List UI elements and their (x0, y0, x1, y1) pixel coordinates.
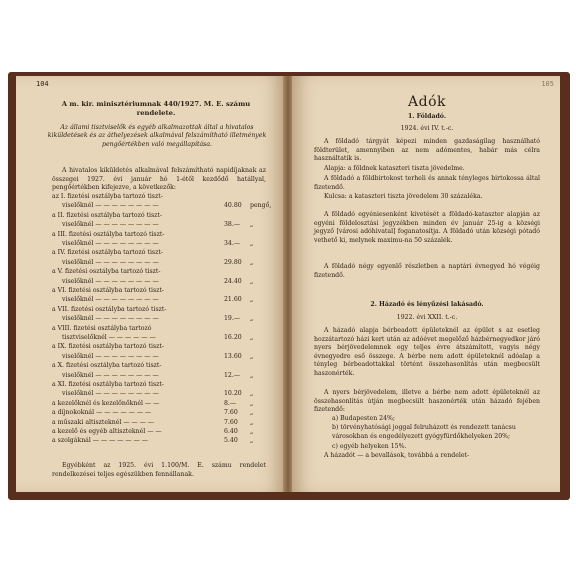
rate-unit: „ (250, 221, 254, 229)
list-item: b) törvényhatósági joggal felruházott és rendezett tanácsu városokban és engedélyezett gyógyfürdőkhelyeken 20%; (332, 424, 516, 440)
rate-value: 7.60 (224, 418, 238, 426)
rate-label: a X. fizetési osztályba tartozó tiszt- (52, 362, 162, 370)
rate-unit: „ (250, 352, 254, 360)
rate-unit: „ (250, 296, 254, 304)
rate-label: viselőknél — — — — — — — — (62, 240, 159, 247)
rate-label: viselőknél — — — — — — — — (62, 221, 159, 229)
rate-label: viselőknél — — — — — — — — (62, 277, 159, 285)
rate-label: a VIII. fizetési osztályba tartozó (52, 324, 152, 332)
rate-value: 38.— (224, 221, 241, 229)
rate-unit: „ (250, 428, 254, 435)
section1-title: 1. Földadó. (408, 113, 446, 120)
paragraph: A földadó a földbirtokost terheli és annak tényleges birtokossa által fizetendő. (314, 175, 540, 191)
rate-value: 13.60 (224, 352, 242, 360)
section-title: Adók (408, 94, 446, 110)
paragraph: A földadó tárgyát képezi minden gazdaságilag használható földterület, amennyiben az nem adómentes, habár más célra használtatik is. (314, 138, 540, 162)
rate-unit: pengő, (250, 202, 272, 210)
rate-value: 21.60 (224, 296, 242, 304)
paragraph: A földadó egyéniesenként kivetését a földadó-kataszter alapján az egyéni földelosztási jegyzékben minden év január 25-ig a községi jegyző [városi adóhivatal] foganatosítja. A földadó után községi pótadó vethető ki, melynek maximu-na 50 százalék. (314, 211, 540, 244)
rate-label: a III. fizetési osztályba tartozó tiszt- (52, 230, 165, 238)
rate-label: a VI. fizetési osztályba tartozó tiszt- (52, 287, 165, 294)
left-page-number: 104 (36, 80, 49, 88)
rate-value: 6.40 (224, 428, 238, 435)
rate-label: a II. fizetési osztályba tartozó tiszt- (52, 211, 162, 219)
rate-label: az I. fizetési osztályba tartozó tiszt- (52, 193, 163, 200)
rate-label: a VII. fizetési osztályba tartozó tiszt- (52, 305, 167, 313)
rate-label: viselőknél — — — — — — — — (62, 202, 159, 210)
rate-unit: „ (250, 399, 254, 407)
section1-law: 1924. évi IV. t.-c. (400, 125, 454, 132)
rate-value: 12.— (224, 371, 241, 379)
rate-unit: „ (250, 409, 254, 417)
rate-value: 8.— (224, 399, 237, 407)
rate-label: viselőknél — — — — — — — — (62, 296, 159, 304)
rate-unit: „ (250, 390, 254, 398)
rate-label: viselőknél — — — — — — — — (62, 371, 159, 379)
paragraph: A házadó alapja bérbeadott épületeknél az épület s az esetleg hozzátartozó házi kert után az adóévet megelőző házbérnegyedkor járó nyers bérjövedelemnek egy teljes évre átszámított, vagyis négy évnegyedre eső összege. A bérbe nem adott épületeknél adóalap a tényleg bérbeadottakkal történt összehasonlítás után megbecsült haszonérték. (314, 327, 540, 377)
rate-label: a V. fizetési osztályba tartozó tiszt- (52, 268, 161, 276)
rate-label: a szolgáknál — — — — — — — (52, 437, 148, 445)
decree-intro: A hivatalos kiküldetés alkalmával felszámítható napidíjaknak az összegei 1927. évi január hó 1-étől kezdődő hatállyal, pengőértékben kifejezve, a következők: (52, 167, 266, 191)
rate-value: 16.20 (224, 334, 242, 341)
rate-value: 19.— (224, 315, 241, 323)
rate-value: 5.40 (224, 437, 238, 445)
paragraph: Kulcsa: a kataszteri tiszta jövedelem 30 százaléka. (324, 193, 483, 200)
rate-value: 34.— (224, 240, 241, 247)
list-item: a) Budapesten 24%; (332, 415, 395, 422)
decree-closing: Egyébként az 1925. évi 1.100/M. E. számu rendelet rendelkezései teljes egészükben fennállanak. (52, 462, 266, 478)
paragraph: Alapja: a földnek kataszteri tiszta jövedelme. (324, 165, 465, 172)
rate-label: a IX. fizetési osztályba tartozó tiszt- (52, 343, 164, 351)
left-page (16, 76, 285, 492)
right-page-number: 105 (541, 80, 554, 88)
rate-label: viselőknél — — — — — — — — (62, 352, 159, 360)
rate-value: 7.60 (224, 409, 238, 417)
rate-label: viselőknél — — — — — — — — (62, 258, 159, 266)
paragraph: A nyers bérjövedelem, illetve a bérbe nem adott épületeknél az összehasonlítás útján megbecsült haszonérték után házadó fejében fizetendő: (314, 389, 540, 413)
right-page (292, 76, 560, 492)
rate-label: viselőknél — — — — — — — — (62, 390, 159, 398)
paragraph: A házadót — a bevallások, továbbá a rendelet- (324, 452, 470, 459)
rate-unit: „ (250, 315, 254, 323)
list-item: c) egyéb helyeken 15%. (332, 443, 407, 450)
rate-label: a díjnokoknál — — — — — — — (52, 409, 152, 417)
rate-unit: „ (250, 277, 254, 285)
rate-unit: „ (250, 371, 254, 379)
paragraph: A földadó négy egyenlő részletben a naptári évnegyed hó végéig fizetendő. (314, 263, 540, 279)
rate-unit: „ (250, 240, 254, 247)
rate-value: 24.40 (224, 277, 242, 285)
section2-law: 1922. évi XXII. t.-c. (396, 314, 458, 321)
rate-label: tisztviselőknél — — — — — — (62, 334, 156, 341)
rate-label: a XI. fizetési osztályba tartozó tiszt- (52, 381, 164, 388)
rate-value: 10.20 (224, 390, 242, 398)
rate-unit: „ (250, 437, 254, 445)
rate-label: a műszaki altiszteknél — — — — (52, 418, 155, 426)
rate-unit: „ (250, 334, 254, 341)
rate-unit: „ (250, 418, 254, 426)
rate-label: a kezelőknél és kezelőnőknél — — (52, 399, 160, 407)
decree-heading: A m. kir. minisztériumnak 440/1927. M. E. számu rendelete. (61, 100, 251, 117)
decree-summary: Az állami tisztviselők és egyéb alkalmazottak által a hivatalos kiküldetések és az áthelyezések alkalmával felszámítható illetmények pengőértékben való megállapítása. (47, 124, 267, 148)
rate-label: a IV. fizetési osztályba tartozó tiszt- (52, 249, 163, 257)
rate-value: 40.80 (224, 202, 242, 210)
rate-value: 29.80 (224, 258, 242, 266)
rate-label: viselőknél — — — — — — — — (62, 315, 159, 323)
rate-label: a kezelő és egyéb altiszteknél — — (52, 428, 162, 435)
section2-title: 2. Házadó és lényűzési lakásadó. (370, 301, 484, 308)
rate-unit: „ (250, 258, 254, 266)
